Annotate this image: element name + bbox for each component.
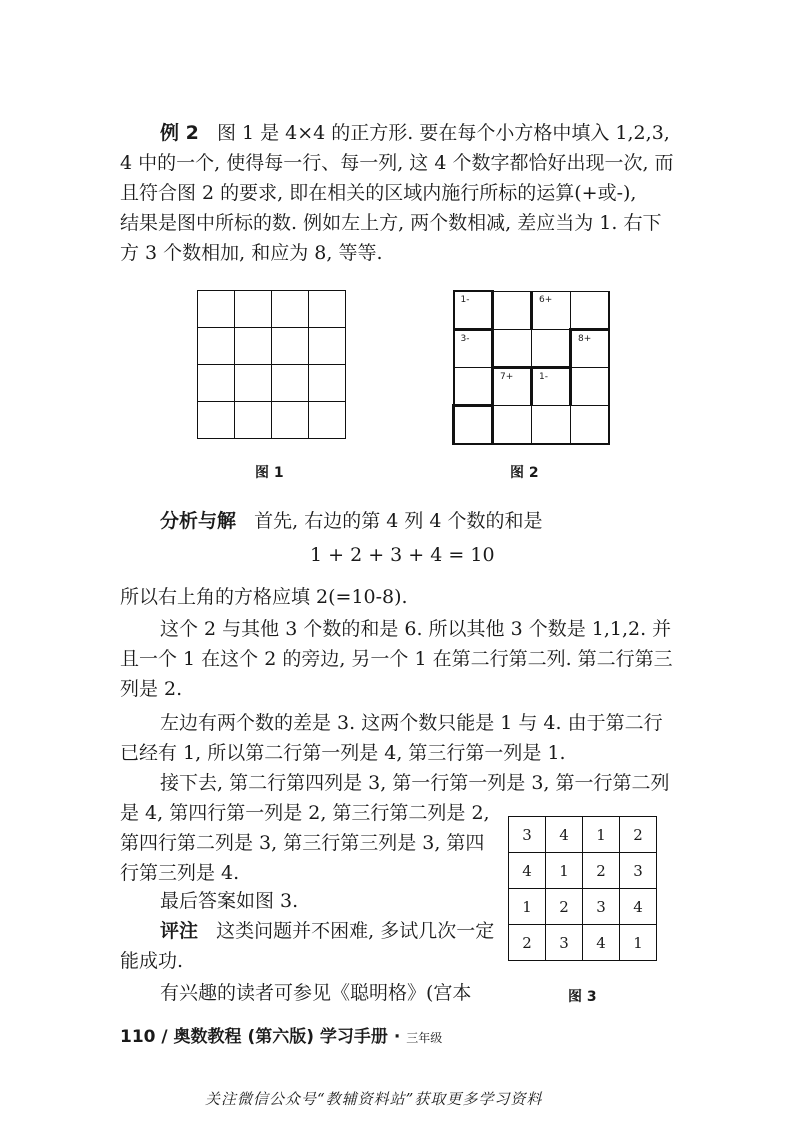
figure-1-grid [197, 290, 346, 439]
cell: 1 [583, 817, 620, 853]
cell: 4 [509, 853, 546, 889]
clue-3-minus: 3- [460, 334, 470, 344]
analysis-label: 分析与解 [160, 510, 237, 532]
analysis-intro [120, 506, 680, 536]
page-footer [120, 1022, 442, 1047]
cell: 2 [583, 853, 620, 889]
figure-2-grid [452, 290, 610, 445]
example-paragraph [120, 118, 680, 148]
example-line-1: 图 1 是 4×4 的正方形. 要在每个小方格中填入 1,2,3, [216, 122, 670, 144]
cell: 4 [620, 889, 657, 925]
analysis-p4a: 接下去, 第二行第四列是 3, 第一行第一列是 3, 第一行第二列 [160, 772, 670, 794]
grade-label: 三年级 [406, 1031, 443, 1045]
watermark-note: 关注微信公众号“教辅资料站”获取更多学习资料 [205, 1090, 543, 1108]
cell: 3 [583, 889, 620, 925]
clue-6-plus: 6+ [539, 294, 553, 305]
analysis-p5: 最后答案如图 3. [160, 890, 299, 912]
figure-3-grid [508, 816, 657, 961]
remark-label: 评注 [160, 920, 199, 942]
cell: 2 [509, 925, 546, 961]
clue-1-minus-b: 1- [539, 372, 548, 382]
cell: 3 [620, 853, 657, 889]
cell: 3 [546, 925, 583, 961]
cell: 4 [583, 925, 620, 961]
figure-2-caption: 图 2 [510, 465, 539, 481]
analysis-p1: 所以右上角的方格应填 2(=10-8). [120, 586, 408, 608]
cell: 1 [509, 889, 546, 925]
example-line-3: 且符合图 2 的要求, 即在相关的区域内施行所标的运算(+或-), [120, 182, 637, 204]
cell: 2 [546, 889, 583, 925]
cell: 4 [546, 817, 583, 853]
analysis-intro-text: 首先, 右边的第 4 列 4 个数的和是 [254, 510, 543, 532]
book-title: / 奥数教程 (第六版) 学习手册 · [161, 1027, 401, 1047]
analysis-p4b: 是 4, 第四行第一列是 2, 第三行第二列是 2, 第四行第二列是 3, 第三行第三列是 3, 第四行第三列是 4. [120, 802, 490, 884]
equation: 1 + 2 + 3 + 4 = 10 [310, 544, 495, 566]
example-line-4: 结果是图中所标的数. 例如左上方, 两个数相减, 差应当为 1. 右下 [120, 212, 662, 234]
analysis-p2: 这个 2 与其他 3 个数的和是 6. 所以其他 3 个数是 1,1,2. 并且一个 1 在这个 2 的旁边, 另一个 1 在第二行第二列. 第二行第三列是 2. [120, 618, 673, 700]
remark-text: 这类问题并不困难, 多试几次一定能成功. [120, 920, 495, 972]
page-number: 110 [120, 1027, 156, 1047]
figure-3-caption: 图 3 [568, 989, 597, 1005]
cell: 3 [509, 817, 546, 853]
remark-more: 有兴趣的读者可参见《聪明格》(宫本 [160, 982, 472, 1004]
figure-1-caption: 图 1 [255, 465, 284, 481]
cell: 2 [620, 817, 657, 853]
clue-8-plus: 8+ [578, 334, 592, 344]
example-line-2: 4 中的一个, 使得每一行、每一列, 这 4 个数字都恰好出现一次, 而 [120, 152, 674, 174]
remark-paragraph [120, 916, 500, 976]
example-label: 例 2 [160, 122, 199, 144]
clue-1-minus: 1- [460, 295, 470, 305]
example-line-5: 方 3 个数相加, 和应为 8, 等等. [120, 242, 383, 264]
analysis-p3: 左边有两个数的差是 3. 这两个数只能是 1 与 4. 由于第二行已经有 1, 所以第二行第一列是 4, 第三行第一列是 1. [120, 712, 663, 764]
cell: 1 [546, 853, 583, 889]
clue-7-plus: 7+ [500, 372, 514, 382]
cell: 1 [620, 925, 657, 961]
